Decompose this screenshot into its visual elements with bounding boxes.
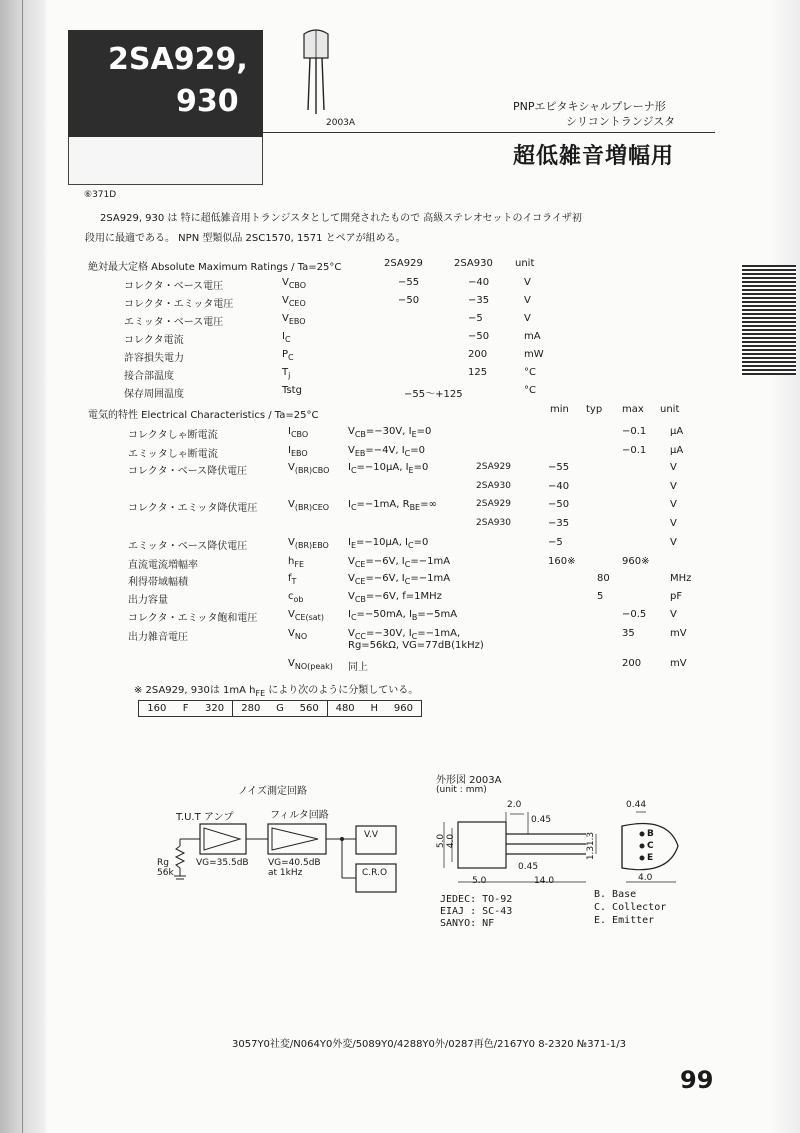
device-material: シリコントランジスタ [566, 115, 676, 128]
gutter-line [22, 0, 23, 1133]
elec-param-name: エミッタしゃ断電流 [128, 449, 218, 460]
elec-min: −5 [548, 537, 563, 548]
elec-param-name: 出力雑音電圧 [128, 632, 188, 643]
dim-4-0-vert: 4.0 [446, 833, 457, 849]
grade-hi: 320 [204, 703, 225, 714]
elec-param-name: 出力容量 [128, 595, 168, 606]
elec-min: −50 [548, 499, 570, 510]
pin-c-label: C [647, 841, 654, 851]
rating-value-2sa929: −50 [398, 295, 420, 306]
elec-unit: V [670, 481, 677, 492]
rating-symbol: Tstg [282, 385, 302, 396]
elec-max: 35 [622, 628, 635, 639]
elec-symbol: $V_{NO(peak)}$ [288, 658, 333, 671]
dim-0-44: 0.44 [626, 800, 647, 810]
rating-symbol: $V_{EBO}$ [282, 313, 306, 326]
page-edge [770, 0, 800, 1133]
rating-unit: V [524, 313, 531, 324]
elec-max: −0.1 [622, 445, 647, 456]
device-type: PNPエピタキシャルプレーナ形 [513, 100, 666, 113]
part-number-banner [68, 30, 263, 137]
sanyo-code: SANYO: NF [440, 918, 495, 929]
elec-unit: mV [670, 628, 687, 639]
elec-condition: $V_{EB}=-4V$, $I_C=0$ [348, 445, 426, 458]
elec-symbol: $f_T$ [288, 573, 297, 586]
elec-param-name: 直流電流増幅率 [128, 560, 198, 571]
rating-name: 許容損失電力 [124, 353, 184, 364]
rating-unit: mW [524, 349, 544, 360]
outline-unit: (unit : mm) [436, 785, 487, 795]
grade-rank: G [276, 703, 284, 714]
elec-param-name: コレクタしゃ断電流 [128, 430, 218, 441]
elec-condition: $V_{CB}=-30V$, $I_E=0$ [348, 426, 432, 439]
elec-unit: V [670, 537, 677, 548]
elec-col-unit: unit [660, 404, 680, 415]
header-rule [263, 132, 715, 133]
legend-base: B. Base [594, 889, 637, 900]
elec-unit: V [670, 609, 677, 620]
jedec-code: JEDEC: TO-92 [440, 894, 513, 905]
elec-max: −0.5 [622, 609, 647, 620]
vg2-freq-label: at 1kHz [268, 868, 303, 878]
grade-cell [139, 701, 233, 716]
elec-symbol: $V_{(BR)EBO}$ [288, 537, 329, 550]
edge-barcode [742, 265, 796, 375]
elec-param-name: コレクタ・エミッタ飽和電圧 [128, 613, 258, 624]
rg-value: 56k [157, 868, 174, 878]
page-number: 99 [680, 1066, 714, 1094]
dim-1-3-b: 1.3 [586, 845, 597, 861]
elec-condition: $I_C=-10\mu A$, $I_E=0$ [348, 462, 429, 475]
elec-condition: 同上 [348, 662, 368, 673]
tut-amp-label: T.U.T アンプ [176, 812, 234, 823]
elec-device: 2SA929 [476, 462, 511, 472]
rating-name: コレクタ・エミッタ電圧 [124, 299, 234, 310]
elec-device: 2SA930 [476, 481, 511, 491]
part-banner-lower [68, 137, 263, 185]
elec-unit: V [670, 499, 677, 510]
grade-hi: 560 [299, 703, 319, 714]
elec-unit: μA [670, 426, 684, 437]
rating-unit: °C [524, 367, 536, 378]
rating-symbol: $P_C$ [282, 349, 294, 362]
hfe-note: ※ 2SA929, 930は 1mA $h_{FE}$ により次のように分類している。 [134, 685, 419, 698]
elec-col-typ: typ [586, 404, 603, 415]
footer-codes: 3057Y0社変/N064Y0外変/5089Y0/4288Y0外/0287再色/2167Y0 8-2320 №371-1/3 [232, 1039, 626, 1050]
elec-condition: $V_{CE}=-6V$, $I_C=-1mA$ [348, 573, 451, 586]
rating-value-2sa930: −5 [468, 313, 483, 324]
rating-name: コレクタ電流 [124, 335, 184, 346]
elec-typ: 5 [597, 591, 604, 602]
binding-gutter [0, 0, 48, 1133]
rating-value-2sa930: 125 [468, 367, 488, 378]
rating-symbol: $T_j$ [282, 367, 291, 380]
elec-device: 2SA929 [476, 499, 511, 509]
rating-value-2sa930: −55〜+125 [404, 389, 463, 400]
dim-2-0: 2.0 [507, 800, 522, 810]
vg1-label: VG=35.5dB [196, 858, 249, 868]
part-number-line1: 2SA929, [108, 42, 248, 77]
elec-symbol: $h_{FE}$ [288, 556, 304, 569]
elec-condition: $I_E=-10\mu A$, $I_C=0$ [348, 537, 429, 550]
dim-14-0: 14.0 [534, 876, 555, 886]
grade-lo: 280 [241, 703, 261, 714]
elec-col-min: min [550, 404, 569, 415]
rating-name: 保存周囲温度 [124, 389, 184, 400]
elec-condition: $V_{CC}=-30V$, $I_C=-1mA$, [348, 628, 461, 641]
part-number-line2: 930 [176, 84, 239, 119]
dim-1-3-a: 1.3 [586, 831, 597, 847]
rating-value-2sa930: −35 [468, 295, 490, 306]
grade-lo: 160 [147, 703, 167, 714]
elec-condition: $V_{CE}=-6V$, $I_C=-1mA$ [348, 556, 451, 569]
rating-name: エミッタ・ベース電圧 [124, 317, 224, 328]
transistor-icon [296, 28, 336, 116]
elec-symbol: $V_{CE(sat)}$ [288, 609, 324, 622]
rating-unit: V [524, 277, 531, 288]
filter-label: フィルタ回路 [270, 810, 329, 821]
rating-symbol: $V_{CBO}$ [282, 277, 307, 290]
elec-param-name: エミッタ・ベース降伏電圧 [128, 541, 248, 552]
elec-symbol: $V_{(BR)CEO}$ [288, 499, 330, 512]
rating-unit: °C [524, 385, 536, 396]
rating-unit: V [524, 295, 531, 306]
elec-min: −40 [548, 481, 570, 492]
elec-param-name: コレクタ・ベース降伏電圧 [128, 466, 248, 477]
elec-param-name: 利得帯域幅積 [128, 577, 188, 588]
elec-min: 160※ [548, 556, 576, 567]
elec-symbol: $I_{EBO}$ [288, 445, 308, 458]
intro-line1: 2SA929, 930 は 特に超低雑音用トランジスタとして開発されたもので 高級ステレオセットのイコライザ初 [100, 213, 582, 224]
elec-condition: $I_C=-50mA$, $I_B=-5mA$ [348, 609, 458, 622]
elec-condition: $I_C=-1mA$, $R_{BE}=\infty$ [348, 499, 437, 512]
rating-symbol: $V_{CEO}$ [282, 295, 306, 308]
elec-symbol: $V_{NO}$ [288, 628, 308, 641]
doc-code: ⑥371D [84, 190, 117, 200]
intro-line2: 段用に最適である。 NPN 型類似品 2SC1570, 1571 とペアが組める。 [85, 233, 406, 244]
grade-cell [328, 701, 421, 716]
pin-b-label: B [647, 829, 654, 839]
grade-rank: F [182, 703, 189, 714]
legend-collector: C. Collector [594, 902, 667, 913]
ratings-col-unit: unit [515, 258, 535, 269]
package-code: 2003A [326, 118, 356, 128]
legend-emitter: E. Emitter [594, 915, 655, 926]
dim-5-0-horiz: 5.0 [472, 876, 487, 886]
elec-typ: 80 [597, 573, 610, 584]
grade-hi: 960 [393, 703, 414, 714]
elec-unit: MHz [670, 573, 692, 584]
rating-symbol: $I_C$ [282, 331, 291, 344]
elec-device: 2SA930 [476, 518, 511, 528]
rating-unit: mA [524, 331, 541, 342]
elec-unit: V [670, 518, 677, 529]
rating-value-2sa929: −55 [398, 277, 420, 288]
grade-lo: 480 [335, 703, 355, 714]
dim-5-0-vert: 5.0 [436, 833, 447, 849]
rating-value-2sa930: −50 [468, 331, 490, 342]
elec-unit: mV [670, 658, 687, 669]
elec-max: 960※ [622, 556, 650, 567]
application-title: 超低雑音増幅用 [513, 144, 675, 169]
elec-min: −35 [548, 518, 570, 529]
ratings-title: 絶対最大定格 Absolute Maximum Ratings / Ta=25°C [88, 262, 342, 273]
ratings-col-2sa930: 2SA930 [454, 258, 493, 269]
rating-name: 接合部温度 [124, 371, 174, 382]
vv-box-label: V.V [364, 830, 379, 840]
grade-rank: H [370, 703, 379, 714]
elec-symbol: $I_{CBO}$ [288, 426, 309, 439]
elec-symbol: $c_{ob}$ [288, 591, 304, 604]
outline-title: 外形図 2003A [436, 775, 502, 786]
ratings-col-2sa929: 2SA929 [384, 258, 423, 269]
rating-value-2sa930: −40 [468, 277, 490, 288]
dim-4-0-horiz: 4.0 [638, 873, 653, 883]
noise-circuit-title: ノイズ測定回路 [238, 786, 307, 797]
elec-unit: μA [670, 445, 684, 456]
grade-cell [233, 701, 327, 716]
elec-condition: Rg=56kΩ, VG=77dB(1kHz) [348, 640, 484, 651]
electrical-title: 電気的特性 Electrical Characteristics / Ta=25°C [88, 410, 319, 421]
cro-box-label: C.R.O [362, 868, 388, 878]
rating-name: コレクタ・ベース電圧 [124, 281, 224, 292]
elec-max: 200 [622, 658, 642, 669]
pin-e-label: E [647, 853, 654, 863]
elec-param-name: コレクタ・エミッタ降伏電圧 [128, 503, 258, 514]
rg-label: Rg [157, 858, 169, 868]
dim-0-45-bottom: 0.45 [518, 862, 539, 872]
elec-max: −0.1 [622, 426, 647, 437]
hfe-grade-table [138, 700, 422, 717]
rating-value-2sa930: 200 [468, 349, 488, 360]
vg2-label: VG=40.5dB [268, 858, 321, 868]
elec-min: −55 [548, 462, 570, 473]
elec-symbol: $V_{(BR)CBO}$ [288, 462, 330, 475]
elec-unit: pF [670, 591, 683, 602]
elec-unit: V [670, 462, 677, 473]
elec-condition: $V_{CB}=-6V$, f=1MHz [348, 591, 442, 604]
elec-col-max: max [622, 404, 644, 415]
eiaj-code: EIAJ : SC-43 [440, 906, 513, 917]
dim-0-45-top: 0.45 [531, 815, 552, 825]
